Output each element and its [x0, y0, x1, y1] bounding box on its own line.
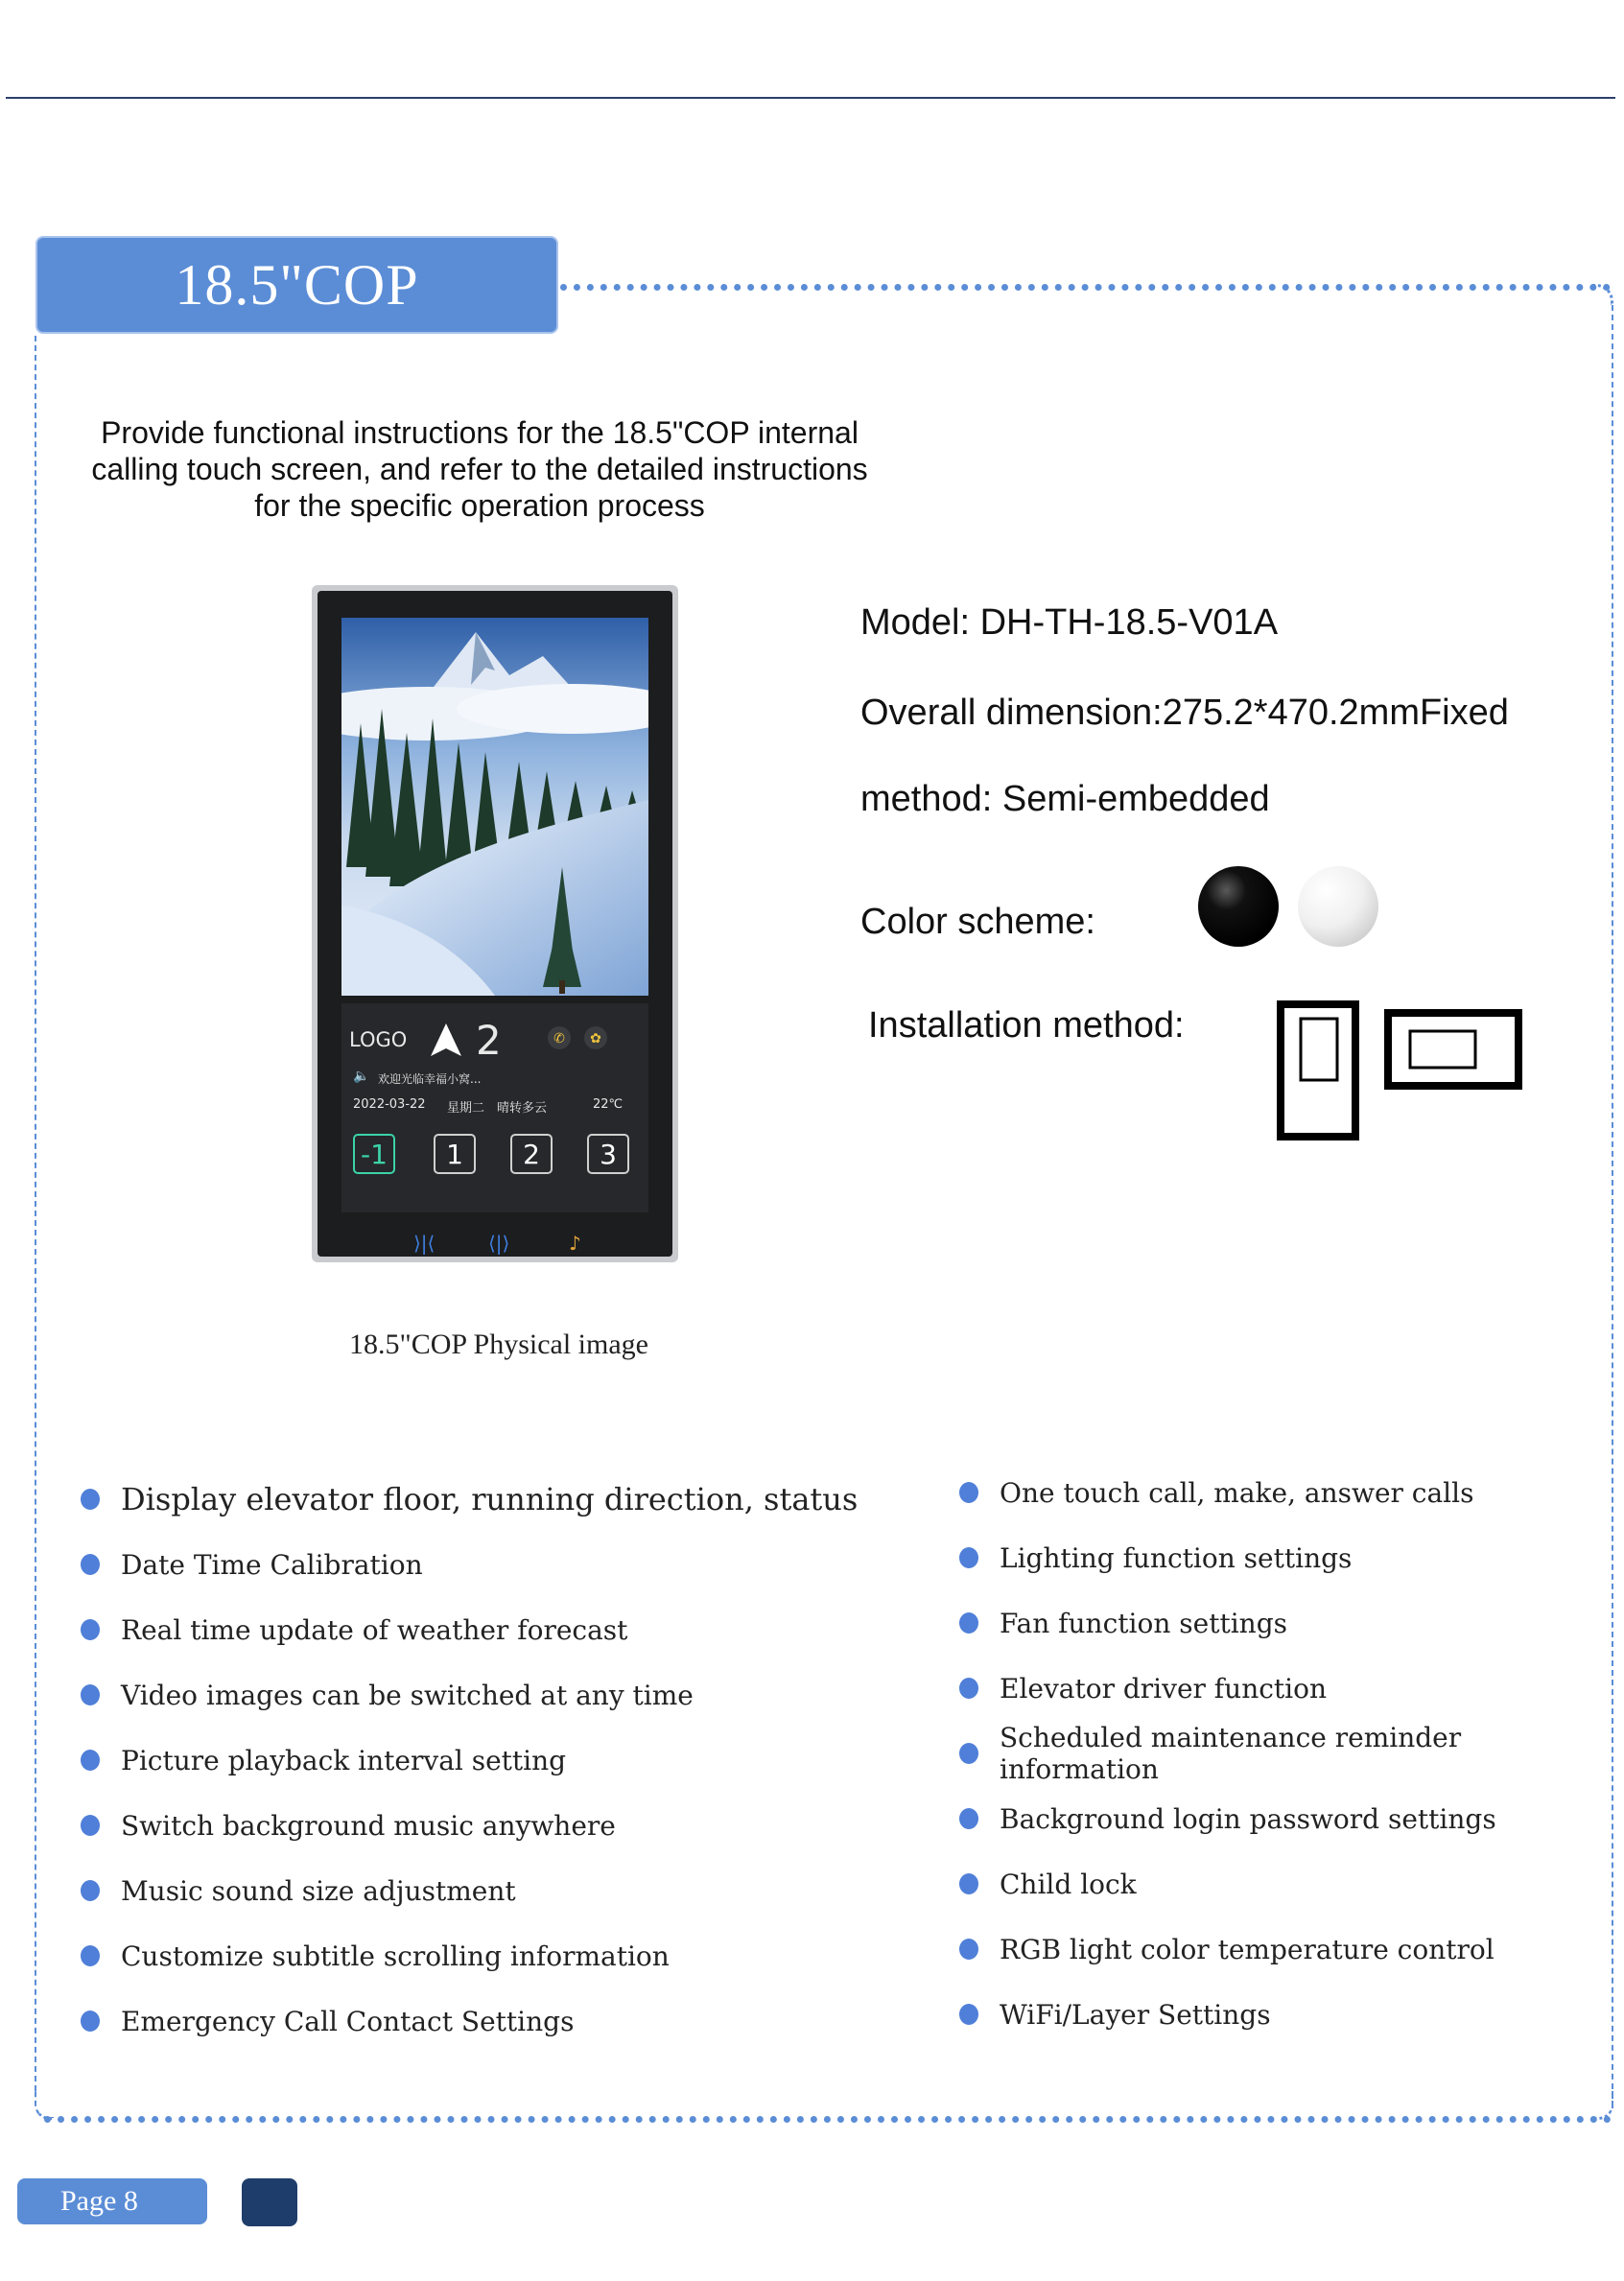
bullet-icon	[81, 1945, 100, 1966]
bullet-icon	[959, 1547, 978, 1568]
section-title: 18.5"COP	[35, 236, 558, 334]
floor-button-2[interactable]: 2	[510, 1134, 553, 1174]
feature-list-right	[959, 1460, 1624, 2047]
vertical-mount-icon	[1281, 1004, 1355, 1137]
top-rule	[6, 97, 1615, 99]
device-caption: 18.5"COP Physical image	[349, 1329, 648, 1360]
horizontal-mount-icon	[1388, 1013, 1518, 1086]
list-item: Emergency Call Contact Settings	[81, 1988, 858, 2054]
weekday-display: 星期二	[447, 1101, 485, 1116]
cop-device-image	[312, 585, 678, 1262]
fan-icon[interactable]: ✿	[584, 1026, 607, 1049]
page-number: Page 8	[17, 2178, 207, 2224]
bullet-icon	[81, 1880, 100, 1901]
bullet-icon	[959, 1678, 978, 1699]
list-item: Switch background music anywhere	[81, 1793, 858, 1858]
alarm-bell-icon[interactable]: ♪	[569, 1232, 581, 1255]
phone-icon[interactable]: ✆	[548, 1026, 571, 1049]
list-item: Scheduled maintenance reminder information	[959, 1721, 1624, 1786]
bullet-icon	[81, 1554, 100, 1575]
up-arrow-icon	[430, 1023, 462, 1057]
color-scheme-label: Color scheme:	[860, 902, 1095, 942]
weather-display: 晴转多云	[497, 1101, 548, 1116]
list-item: Music sound size adjustment	[81, 1858, 858, 1923]
frame-border-top	[560, 284, 1611, 291]
list-item: WiFi/Layer Settings	[959, 1982, 1624, 2047]
list-item: Background login password settings	[959, 1786, 1624, 1851]
device-body	[318, 591, 672, 1257]
temperature-display: 22℃	[593, 1097, 624, 1112]
installation-label: Installation method:	[868, 1005, 1185, 1046]
bullet-icon	[81, 1684, 100, 1705]
close-door-icon[interactable]: ⟩|⟨	[413, 1232, 435, 1255]
floor-button-minus-1[interactable]: -1	[353, 1134, 395, 1174]
list-item: Child lock	[959, 1851, 1624, 1917]
list-item: Date Time Calibration	[81, 1532, 858, 1597]
bullet-icon	[959, 1612, 978, 1634]
bullet-icon	[959, 1873, 978, 1894]
color-swatches	[1194, 858, 1386, 954]
intro-line: Provide functional instructions for the 18.5"COP internal	[101, 415, 859, 450]
list-item: Customize subtitle scrolling information	[81, 1923, 858, 1988]
frame-border-left	[35, 336, 36, 2091]
scrolling-subtitle: 欢迎光临幸福小窝...	[378, 1072, 482, 1086]
white-color-swatch	[1298, 866, 1378, 947]
list-item: Real time update of weather forecast	[81, 1597, 858, 1662]
frame-corner-bottom-left	[35, 2087, 54, 2120]
landscape-wallpaper	[341, 618, 648, 996]
dimension-spec: Overall dimension:275.2*470.2mmFixed	[860, 693, 1509, 733]
bullet-icon	[959, 1808, 978, 1829]
list-item: RGB light color temperature control	[959, 1917, 1624, 1982]
bullet-icon	[959, 1482, 978, 1503]
bullet-icon	[959, 2004, 978, 2025]
current-floor-display: 2	[476, 1017, 502, 1064]
black-color-swatch	[1198, 866, 1279, 947]
list-item: Lighting function settings	[959, 1525, 1624, 1590]
floor-button-3[interactable]: 3	[587, 1134, 629, 1174]
mountain-landscape-image	[341, 618, 648, 996]
installation-diagram	[1276, 998, 1525, 1141]
device-logo-text: LOGO	[349, 1028, 408, 1051]
list-item: One touch call, make, answer calls	[959, 1460, 1624, 1525]
list-item: Fan function settings	[959, 1590, 1624, 1656]
speaker-icon: 🔈	[353, 1069, 370, 1084]
list-item: Display elevator floor, running direction, status	[81, 1467, 858, 1532]
bullet-icon	[81, 1489, 100, 1510]
list-item: Video images can be switched at any time	[81, 1662, 858, 1728]
frame-border-bottom	[44, 2116, 1612, 2123]
floor-button-1[interactable]: 1	[434, 1134, 476, 1174]
page-marker	[242, 2178, 297, 2226]
intro-line: for the specific operation process	[254, 488, 705, 523]
model-spec: Model: DH-TH-18.5-V01A	[860, 602, 1279, 643]
bullet-icon	[81, 1619, 100, 1640]
bullet-icon	[959, 1939, 978, 1960]
feature-list-left	[81, 1467, 858, 2054]
bullet-icon	[81, 1750, 100, 1771]
intro-paragraph	[58, 414, 902, 524]
bullet-icon	[81, 2011, 100, 2032]
bullet-icon	[959, 1743, 978, 1764]
bullet-icon	[81, 1815, 100, 1836]
list-item: Elevator driver function	[959, 1656, 1624, 1721]
intro-line: calling touch screen, and refer to the detailed instructions	[91, 452, 868, 486]
open-door-icon[interactable]: ⟨|⟩	[488, 1232, 510, 1255]
method-spec: method: Semi-embedded	[860, 779, 1270, 819]
date-display: 2022-03-22	[353, 1097, 426, 1112]
device-control-panel	[341, 1003, 648, 1212]
list-item: Picture playback interval setting	[81, 1728, 858, 1793]
